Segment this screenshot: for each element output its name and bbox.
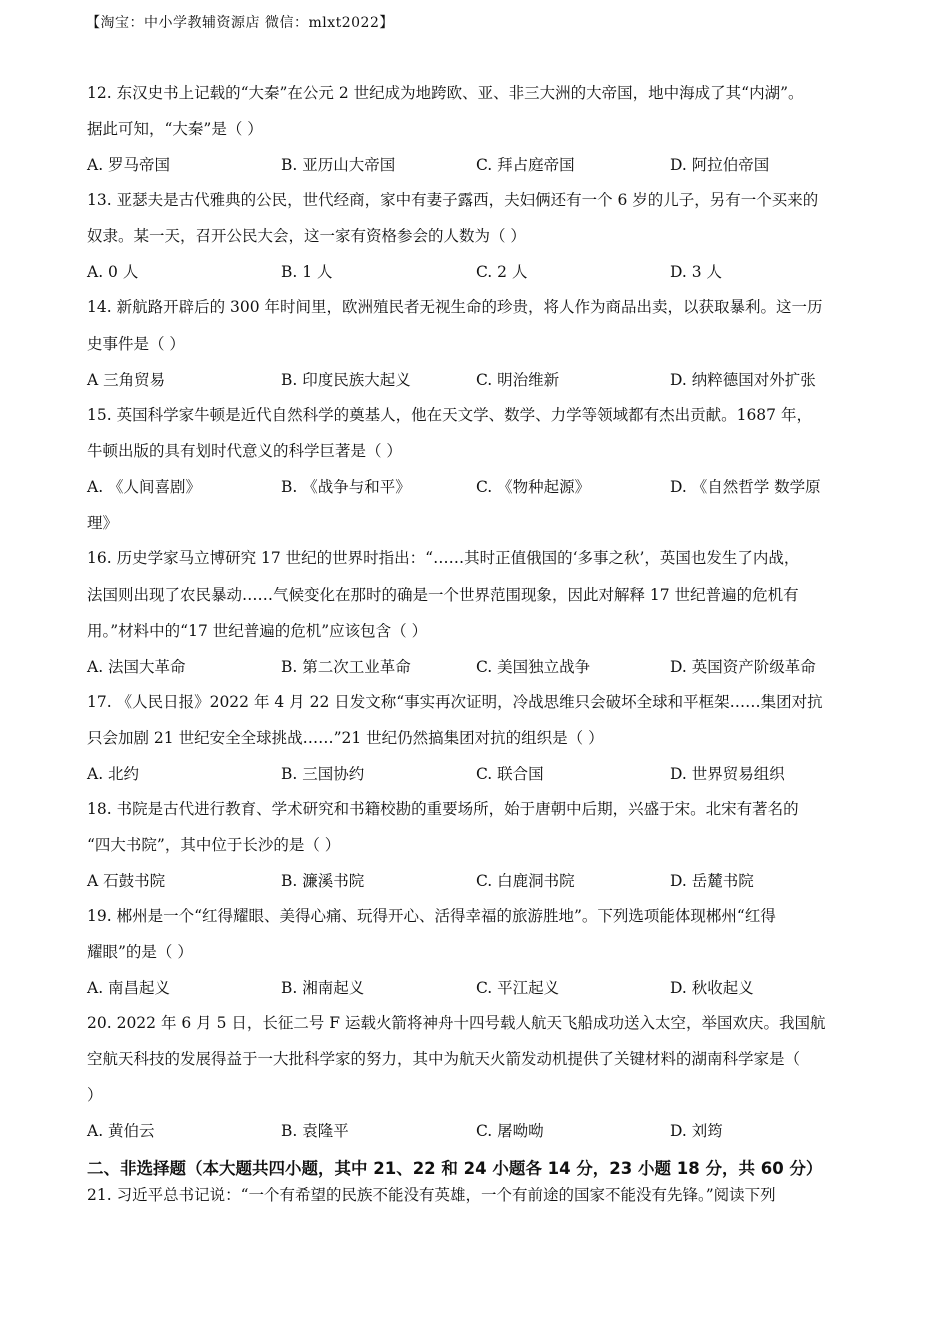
option-d: D. 刘筠 bbox=[670, 1122, 723, 1140]
option-c: C. 联合国 bbox=[476, 765, 544, 783]
option-d: D. 岳麓书院 bbox=[670, 872, 754, 890]
question-20-stem-line-2: 空航天科技的发展得益于一大批科学家的努力，其中为航天火箭发动机提供了关键材料的湖南科学家是（ bbox=[87, 1050, 801, 1068]
question-19-stem-line-2: 耀眼”的是（ ） bbox=[87, 943, 193, 961]
option-c: C. 屠呦呦 bbox=[476, 1122, 544, 1140]
option-d: D. 秋收起义 bbox=[670, 979, 754, 997]
option-c: C. 《物种起源》 bbox=[476, 478, 591, 496]
question-17-options bbox=[87, 764, 887, 784]
page-header-watermark: 【淘宝：中小学教辅资源店 微信：mlxt2022】 bbox=[86, 15, 394, 31]
option-b: B. 第二次工业革命 bbox=[281, 658, 411, 676]
question-15-option-d-wrap: 理》 bbox=[87, 514, 119, 532]
question-20-stem-line-3: ） bbox=[87, 1086, 103, 1104]
option-a: A. 黄伯云 bbox=[87, 1122, 155, 1140]
option-c: C. 拜占庭帝国 bbox=[476, 156, 575, 174]
option-a: A 三角贸易 bbox=[87, 371, 166, 389]
question-14-options bbox=[87, 370, 887, 390]
question-20-options bbox=[87, 1121, 887, 1141]
option-d: D. 阿拉伯帝国 bbox=[670, 156, 770, 174]
option-c: C. 明治维新 bbox=[476, 371, 560, 389]
option-b: B. 袁隆平 bbox=[281, 1122, 349, 1140]
question-19-stem-line-1: 19. 郴州是一个“红得耀眼、美得心痛、玩得开心、活得幸福的旅游胜地”。下列选项能体现郴州“红得 bbox=[87, 907, 776, 925]
option-a: A. 法国大革命 bbox=[87, 658, 186, 676]
question-14-stem-line-1: 14. 新航路开辟后的 300 年时间里，欧洲殖民者无视生命的珍贵，将人作为商品出卖，以获取暴利。这一历 bbox=[87, 298, 823, 316]
option-b: B. 亚历山大帝国 bbox=[281, 156, 396, 174]
question-16-stem-line-2: 法国则出现了农民暴动……气候变化在那时的确是一个世界范围现象，因此对解释 17 世纪普遍的危机有 bbox=[87, 586, 799, 604]
question-13-stem-line-2: 奴隶。某一天，召开公民大会，这一家有资格参会的人数为（ ） bbox=[87, 227, 526, 245]
question-13-options bbox=[87, 262, 887, 282]
option-b: B. 印度民族大起义 bbox=[281, 371, 411, 389]
question-12-stem-line-1: 12. 东汉史书上记载的“大秦”在公元 2 世纪成为地跨欧、亚、非三大洲的大帝国，地中海成了其“内湖”。 bbox=[87, 84, 804, 102]
option-a: A. 罗马帝国 bbox=[87, 156, 171, 174]
option-a: A. 0 人 bbox=[87, 263, 139, 281]
question-18-options bbox=[87, 871, 887, 891]
question-15-options bbox=[87, 477, 887, 497]
option-b: B. 濂溪书院 bbox=[281, 872, 365, 890]
question-16-options bbox=[87, 657, 887, 677]
option-c: C. 平江起义 bbox=[476, 979, 560, 997]
option-d: D. 3 人 bbox=[670, 263, 723, 281]
question-19-options bbox=[87, 978, 887, 998]
option-d: D. 《自然哲学 数学原 bbox=[670, 478, 821, 496]
option-a: A. 南昌起义 bbox=[87, 979, 171, 997]
question-20-stem-line-1: 20. 2022 年 6 月 5 日，长征二号 F 运载火箭将神舟十四号载人航天飞船成功送入太空，举国欢庆。我国航 bbox=[87, 1014, 826, 1032]
question-16-stem-line-3: 用。”材料中的“17 世纪普遍的危机”应该包含（ ） bbox=[87, 622, 428, 640]
question-17-stem-line-1: 17. 《人民日报》2022 年 4 月 22 日发文称“事实再次证明，冷战思维只会破坏全球和平框架……集团对抗 bbox=[87, 693, 823, 711]
option-c: C. 白鹿洞书院 bbox=[476, 872, 575, 890]
option-c: C. 2 人 bbox=[476, 263, 528, 281]
option-b: B. 湘南起义 bbox=[281, 979, 365, 997]
question-16-stem-line-1: 16. 历史学家马立博研究 17 世纪的世界时指出：“……其时正值俄国的‘多事之秋’，英国也发生了内战， bbox=[87, 549, 800, 567]
section-title-non-choice: 二、非选择题（本大题共四小题，其中 21、22 和 24 小题各 14 分，23 小题 18 分，共 60 分） bbox=[87, 1159, 823, 1178]
option-b: B. 《战争与和平》 bbox=[281, 478, 411, 496]
question-17-stem-line-2: 只会加剧 21 世纪安全全球挑战……”21 世纪仍然搞集团对抗的组织是（ ） bbox=[87, 729, 604, 747]
question-14-stem-line-2: 史事件是（ ） bbox=[87, 335, 185, 353]
option-a: A. 北约 bbox=[87, 765, 140, 783]
question-15-stem-line-1: 15. 英国科学家牛顿是近代自然科学的奠基人，他在天文学、数学、力学等领域都有杰出贡献。1687 年， bbox=[87, 406, 812, 424]
option-d: D. 世界贸易组织 bbox=[670, 765, 785, 783]
question-13-stem-line-1: 13. 亚瑟夫是古代雅典的公民，世代经商，家中有妻子露西，夫妇俩还有一个 6 岁的儿子，另有一个买来的 bbox=[87, 191, 819, 209]
option-a: A 石鼓书院 bbox=[87, 872, 166, 890]
question-18-stem-line-1: 18. 书院是古代进行教育、学术研究和书籍校勘的重要场所，始于唐朝中后期，兴盛于宋。北宋有著名的 bbox=[87, 800, 799, 818]
question-15-stem-line-2: 牛顿出版的具有划时代意义的科学巨著是（ ） bbox=[87, 442, 402, 460]
question-21-stem-line-1: 21. 习近平总书记说：“一个有希望的民族不能没有英雄，一个有前途的国家不能没有先锋。”阅读下列 bbox=[87, 1186, 776, 1204]
question-18-stem-line-2: “四大书院”，其中位于长沙的是（ ） bbox=[87, 836, 341, 854]
option-b: B. 1 人 bbox=[281, 263, 333, 281]
option-d: D. 英国资产阶级革命 bbox=[670, 658, 816, 676]
question-12-stem-line-2: 据此可知，“大秦”是（ ） bbox=[87, 120, 263, 138]
option-a: A. 《人间喜剧》 bbox=[87, 478, 202, 496]
option-c: C. 美国独立战争 bbox=[476, 658, 591, 676]
option-d: D. 纳粹德国对外扩张 bbox=[670, 371, 816, 389]
question-12-options bbox=[87, 155, 887, 175]
option-b: B. 三国协约 bbox=[281, 765, 365, 783]
